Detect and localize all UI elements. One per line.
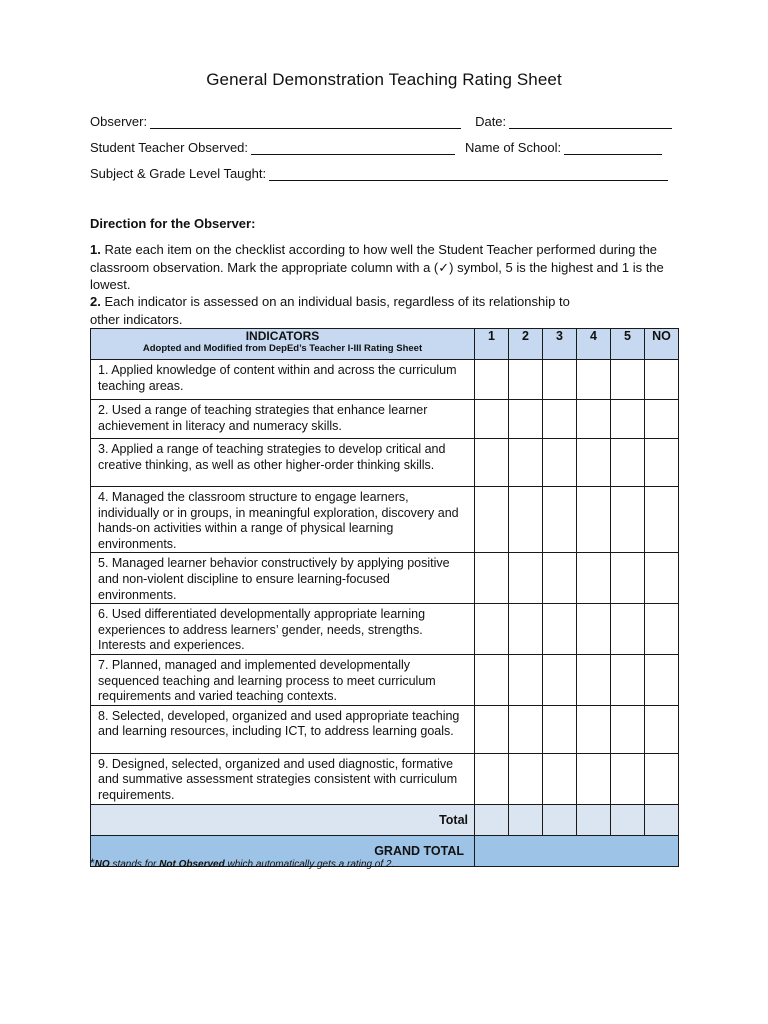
rating-cell-3[interactable] [543, 553, 577, 604]
total-cell-1[interactable] [475, 804, 509, 835]
rating-cell-3[interactable] [543, 360, 577, 400]
indicator-row [91, 360, 679, 400]
indicator-row [91, 487, 679, 553]
indicator-row [91, 753, 679, 804]
subject-row [90, 166, 668, 181]
school-label: Name of School: [465, 140, 562, 155]
rating-cell-2[interactable] [509, 553, 543, 604]
rating-cell-5[interactable] [611, 705, 645, 753]
observer-row [90, 114, 672, 129]
rating-cell-4[interactable] [577, 553, 611, 604]
grand-total-cell[interactable] [475, 835, 679, 866]
subject-label: Subject & Grade Level Taught: [90, 166, 267, 181]
rating-cell-4[interactable] [577, 753, 611, 804]
total-label: Total [91, 804, 475, 835]
indicator-row [91, 553, 679, 604]
rating-cell-5[interactable] [611, 360, 645, 400]
indicator-row [91, 654, 679, 705]
total-row [91, 804, 679, 835]
subject-field[interactable] [269, 168, 668, 181]
rating-cell-no[interactable] [645, 439, 679, 487]
indicator-row [91, 705, 679, 753]
rating-cell-5[interactable] [611, 753, 645, 804]
student-teacher-label: Student Teacher Observed: [90, 140, 249, 155]
indicator-text: 9. Designed, selected, organized and used diagnostic, formative and summative assessment strategies consistent with curriculum requirements. [91, 753, 475, 804]
rating-cell-2[interactable] [509, 439, 543, 487]
rating-cell-no[interactable] [645, 487, 679, 553]
rating-cell-1[interactable] [475, 360, 509, 400]
total-cell-no[interactable] [645, 804, 679, 835]
total-cell-5[interactable] [611, 804, 645, 835]
indicator-text: 4. Managed the classroom structure to engage learners, individually or in groups, in meaningful exploration, discovery and hands-on activities within a range of physical learning environments. [91, 487, 475, 553]
direction-item-1-text: Rate each item on the checklist according to how well the Student Teacher performed during the classroom observation. Mark the appropriate column with a (✓) symbol, 5 is the highest and 1 is the lowest. [90, 242, 664, 292]
indicators-header-title: INDICATORS [245, 329, 320, 343]
indicator-text: 2. Used a range of teaching strategies that enhance learner achievement in literacy and numeracy skills. [91, 400, 475, 439]
rating-cell-5[interactable] [611, 400, 645, 439]
column-header-4: 4 [577, 329, 611, 360]
rating-cell-1[interactable] [475, 604, 509, 655]
rating-cell-3[interactable] [543, 400, 577, 439]
rating-cell-no[interactable] [645, 705, 679, 753]
footnote-not-observed: Not Observed [159, 859, 225, 870]
page-title: General Demonstration Teaching Rating Sheet [206, 70, 562, 89]
indicators-header [91, 329, 475, 360]
rating-cell-1[interactable] [475, 487, 509, 553]
indicator-text: 6. Used differentiated developmentally appropriate learning experiences to address learners’ gender, needs, strengths. Interests and experiences. [91, 604, 475, 655]
rating-cell-3[interactable] [543, 487, 577, 553]
rating-cell-1[interactable] [475, 753, 509, 804]
rating-cell-4[interactable] [577, 400, 611, 439]
rating-cell-3[interactable] [543, 604, 577, 655]
rating-cell-2[interactable] [509, 705, 543, 753]
indicator-text: 3. Applied a range of teaching strategies to develop critical and creative thinking, as well as other higher-order thinking skills. [91, 439, 475, 487]
rating-cell-2[interactable] [509, 360, 543, 400]
column-header-5: 5 [611, 329, 645, 360]
direction-heading: Direction for the Observer: [90, 216, 256, 231]
rating-cell-1[interactable] [475, 400, 509, 439]
rating-cell-no[interactable] [645, 753, 679, 804]
rating-cell-no[interactable] [645, 360, 679, 400]
rating-cell-3[interactable] [543, 654, 577, 705]
rating-cell-no[interactable] [645, 604, 679, 655]
total-cell-4[interactable] [577, 804, 611, 835]
rating-cell-2[interactable] [509, 654, 543, 705]
rating-cell-5[interactable] [611, 553, 645, 604]
rating-cell-3[interactable] [543, 439, 577, 487]
grand-total-label: GRAND TOTAL [91, 835, 475, 866]
rating-cell-2[interactable] [509, 400, 543, 439]
direction-item-2-num: 2. [90, 294, 101, 309]
student-teacher-row [90, 140, 662, 155]
footnote-part2: which automatically gets a rating of 2. [224, 859, 395, 870]
observer-label: Observer: [90, 114, 148, 129]
student-teacher-field[interactable] [251, 142, 455, 155]
rating-cell-1[interactable] [475, 654, 509, 705]
footnote-star: * [90, 856, 95, 870]
indicator-text: 5. Managed learner behavior constructively by applying positive and non-violent discipline to ensure learning-focused environments. [91, 553, 475, 604]
indicators-header-subtitle: Adopted and Modified from DepEd’s Teacher I-III Rating Sheet [142, 343, 423, 354]
date-label: Date: [475, 114, 507, 129]
rating-cell-4[interactable] [577, 487, 611, 553]
school-field[interactable] [564, 142, 662, 155]
total-cell-3[interactable] [543, 804, 577, 835]
total-cell-2[interactable] [509, 804, 543, 835]
rating-cell-5[interactable] [611, 654, 645, 705]
rating-cell-3[interactable] [543, 753, 577, 804]
column-header-2: 2 [509, 329, 543, 360]
rating-cell-4[interactable] [577, 654, 611, 705]
indicator-row [91, 439, 679, 487]
indicator-text: 1. Applied knowledge of content within and across the curriculum teaching areas. [91, 360, 475, 400]
table-header-row [91, 329, 679, 360]
rating-cell-4[interactable] [577, 439, 611, 487]
rating-cell-1[interactable] [475, 705, 509, 753]
footnote-part1: stands for [109, 859, 160, 870]
column-header-no: NO [645, 329, 679, 360]
indicator-text: 7. Planned, managed and implemented developmentally sequenced teaching and learning process to meet curriculum requirements and varied teaching contexts. [91, 654, 475, 705]
footnote-no: NO [94, 859, 110, 870]
rating-cell-5[interactable] [611, 439, 645, 487]
column-header-3: 3 [543, 329, 577, 360]
rating-cell-4[interactable] [577, 604, 611, 655]
rating-table [90, 328, 679, 867]
direction-item-1-num: 1. [90, 242, 101, 257]
rating-cell-5[interactable] [611, 487, 645, 553]
rating-cell-5[interactable] [611, 604, 645, 655]
indicator-text: 8. Selected, developed, organized and used appropriate teaching and learning resources, including ICT, to address learning goals. [91, 705, 475, 753]
rating-cell-no[interactable] [645, 400, 679, 439]
observer-field[interactable] [150, 116, 461, 129]
rating-cell-1[interactable] [475, 439, 509, 487]
rating-cell-4[interactable] [577, 705, 611, 753]
date-field[interactable] [509, 116, 672, 129]
column-header-1: 1 [475, 329, 509, 360]
direction-item-2-text: Each indicator is assessed on an individual basis, regardless of its relationship to other indicators. [90, 294, 570, 327]
direction-item-2 [90, 293, 600, 328]
footnote [90, 856, 394, 870]
indicator-row [91, 400, 679, 439]
rating-cell-2[interactable] [509, 604, 543, 655]
rating-cell-no[interactable] [645, 553, 679, 604]
rating-cell-no[interactable] [645, 654, 679, 705]
rating-cell-2[interactable] [509, 487, 543, 553]
rating-cell-1[interactable] [475, 553, 509, 604]
rating-cell-4[interactable] [577, 360, 611, 400]
indicator-row [91, 604, 679, 655]
direction-item-1 [90, 241, 670, 294]
rating-cell-3[interactable] [543, 705, 577, 753]
rating-cell-2[interactable] [509, 753, 543, 804]
